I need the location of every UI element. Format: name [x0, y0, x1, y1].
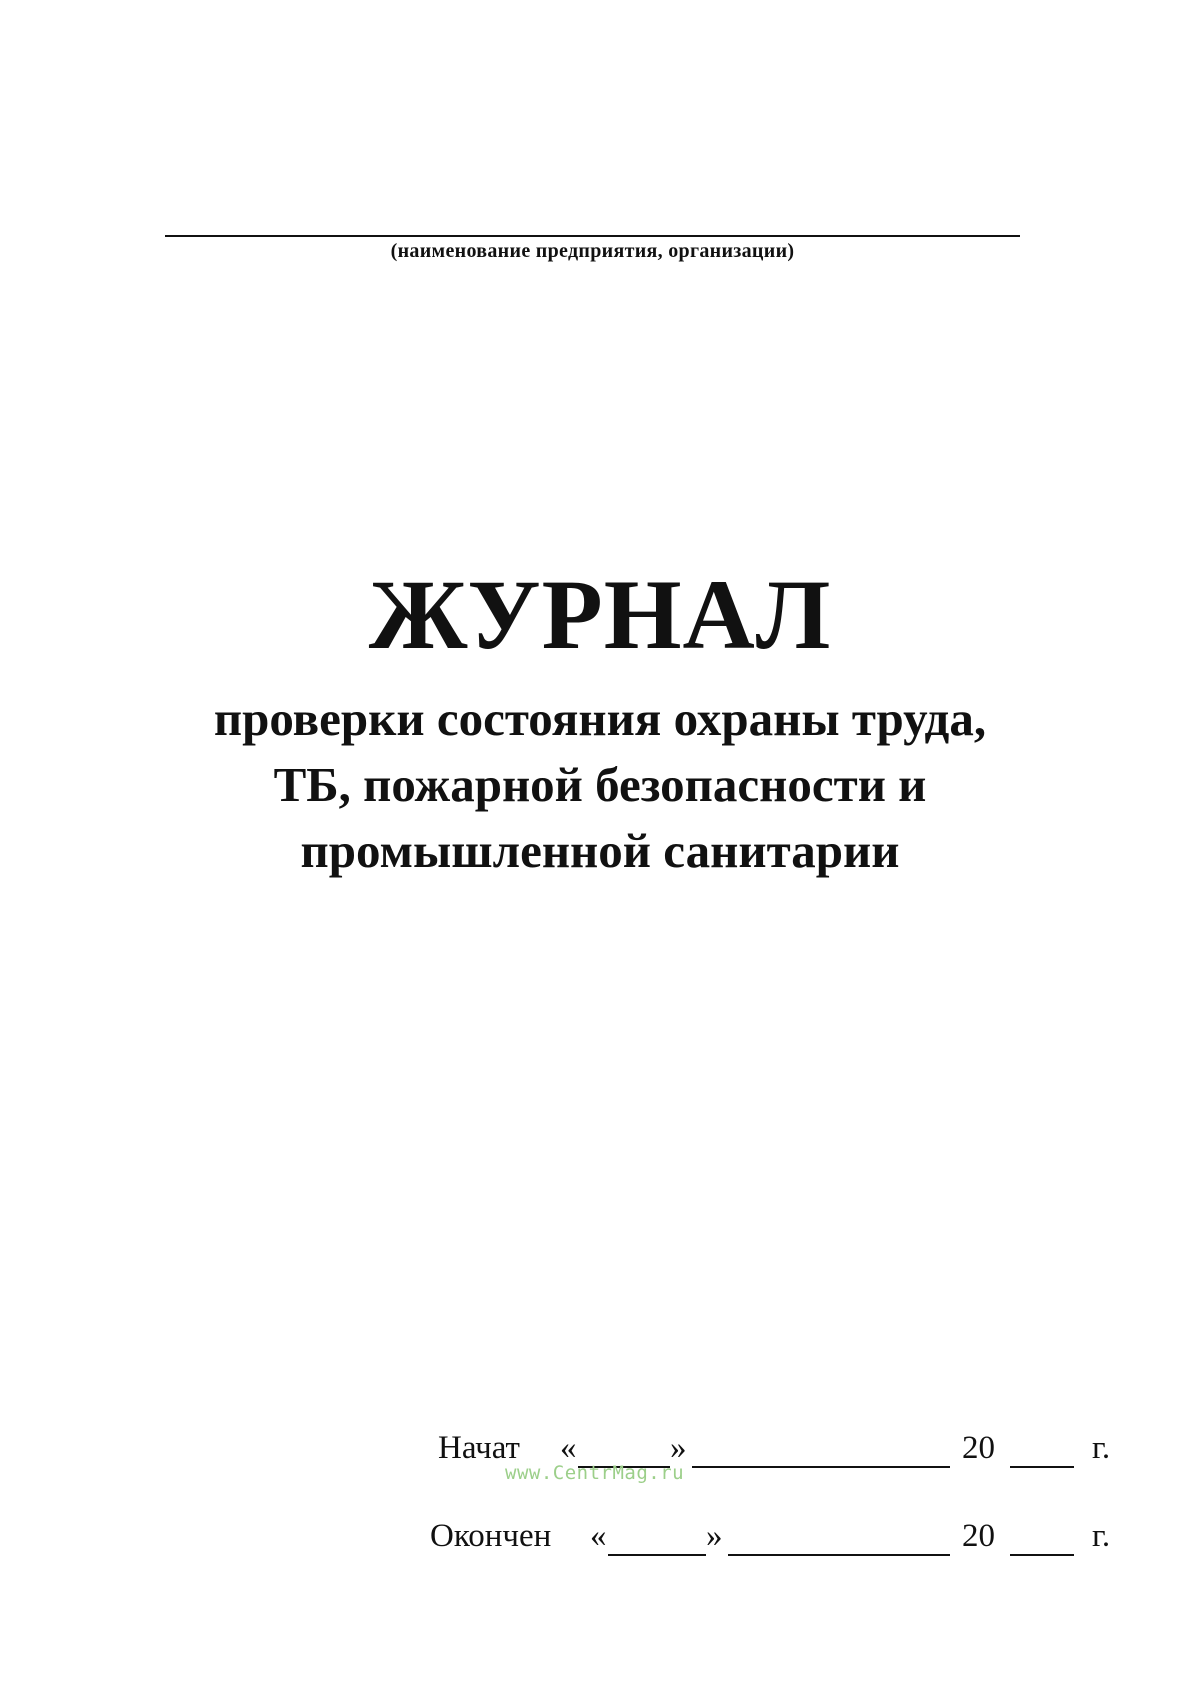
end-year-blank — [1010, 1554, 1074, 1556]
start-date-label: Начат — [438, 1430, 520, 1466]
site-watermark: www.CentrMag.ru — [505, 1462, 685, 1484]
organization-name-line — [165, 235, 1020, 237]
start-year-blank — [1010, 1466, 1074, 1468]
end-day-blank — [608, 1554, 706, 1556]
subtitle-line-3: промышленной санитарии — [300, 823, 900, 878]
end-month-blank — [728, 1554, 950, 1556]
end-date-label: Окончен — [430, 1518, 552, 1554]
journal-title: ЖУРНАЛ — [368, 559, 832, 670]
journal-subtitle — [0, 686, 1200, 884]
end-year-suffix: г. — [1092, 1518, 1111, 1554]
start-day-quote-close: » — [670, 1430, 687, 1466]
end-year-prefix: 20 — [962, 1518, 995, 1554]
end-day-quote-close: » — [706, 1518, 723, 1554]
start-day-quote-open: « — [560, 1430, 577, 1466]
end-day-quote-open: « — [590, 1518, 607, 1554]
start-month-blank — [692, 1466, 950, 1468]
end-date-row — [0, 1518, 1200, 1578]
organization-name-caption: (наименование предприятия, организации) — [390, 240, 795, 262]
start-year-suffix: г. — [1092, 1430, 1111, 1466]
subtitle-line-2: ТБ, пожарной безопасности и — [273, 757, 927, 812]
start-year-prefix: 20 — [962, 1430, 995, 1466]
subtitle-line-1: проверки состояния охраны труда, — [213, 691, 987, 746]
